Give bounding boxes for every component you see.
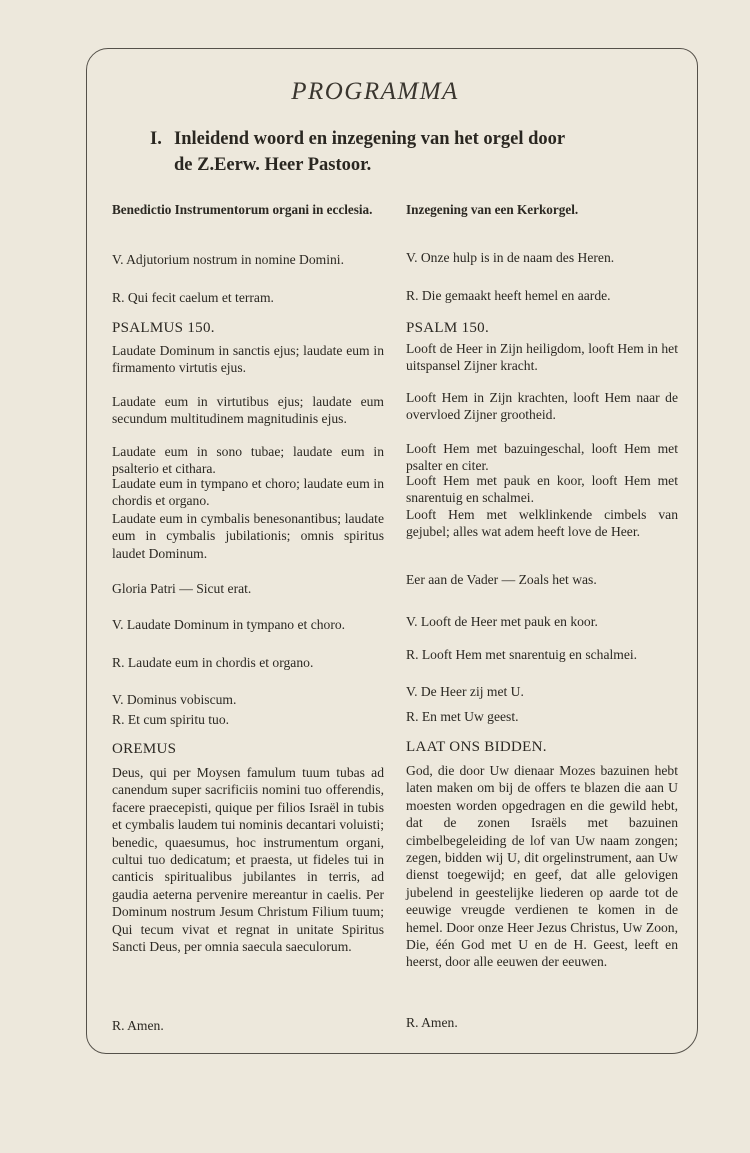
heading-line-2: de Z.Eerw. Heer Pastoor. bbox=[174, 155, 372, 175]
dutch-response-2: R. Looft Hem met snarentuig en schalmei. bbox=[406, 647, 638, 662]
latin-amen: R. Amen. bbox=[112, 1018, 164, 1033]
page-title: PROGRAMMA bbox=[291, 78, 459, 105]
dutch-versicle-2: V. Looft de Heer met pauk en koor. bbox=[406, 614, 598, 629]
dutch-response-3: R. En met Uw geest. bbox=[406, 709, 519, 724]
latin-response-1: R. Qui fecit caelum et terram. bbox=[112, 290, 274, 305]
latin-versicle-2: V. Laudate Dominum in tympano et choro. bbox=[112, 617, 346, 632]
dutch-versicle-3: V. De Heer zij met U. bbox=[406, 684, 524, 699]
latin-response-3: R. Et cum spiritu tuo. bbox=[112, 712, 230, 727]
dutch-psalm-title: PSALM 150. bbox=[406, 320, 490, 336]
dutch-oremus-title: LAAT ONS BIDDEN. bbox=[406, 739, 547, 755]
latin-subtitle: Benedictio Instrumentorum organi in ecclesia. bbox=[112, 202, 373, 217]
latin-versicle-3: V. Dominus vobiscum. bbox=[112, 692, 237, 707]
dutch-psalm-verse-1: Looft de Heer in Zijn heiligdom, looft Hem in het uitspansel Zijner kracht. bbox=[406, 341, 678, 374]
latin-psalm-title: PSALMUS 150. bbox=[112, 320, 215, 336]
dutch-amen: R. Amen. bbox=[406, 1015, 458, 1030]
dutch-gloria: Eer aan de Vader — Zoals het was. bbox=[406, 572, 597, 587]
latin-psalm-verse-5: Laudate eum in cymbalis benesonantibus; laudate eum in cymbalis jubilationis; omnis spiritus laudet Dominum. bbox=[112, 511, 384, 561]
latin-psalm-verse-4: Laudate eum in tympano et choro; laudate eum in chordis et organo. bbox=[112, 476, 384, 509]
section-number: I. bbox=[150, 129, 162, 149]
dutch-subtitle: Inzegening van een Kerkorgel. bbox=[406, 202, 579, 217]
heading-line-1: Inleidend woord en inzegening van het orgel door bbox=[174, 129, 566, 149]
latin-versicle-1: V. Adjutorium nostrum in nomine Domini. bbox=[112, 252, 344, 267]
latin-response-2: R. Laudate eum in chordis et organo. bbox=[112, 655, 314, 670]
latin-psalm-verse-1: Laudate Dominum in sanctis ejus; laudate eum in firmamento virtutis ejus. bbox=[112, 343, 384, 376]
dutch-oremus-text: God, die door Uw dienaar Mozes bazuinen hebt laten maken om bij de offers te blazen die aan U moesten worden opgedragen en die gewild hebt, dat de zonen Israëls met bazuinen cimbelbegeleiding de lof van Uw naam zongen; zegen, bidden wij U, dit orgelinstrument, aan Uw dienst toegewijd; en geef, dat alle gelovigen jubelend in geestelijke liederen op aarde tot de eeuwige vreugde verdienen te komen in de hemel. Door onze Heer Jezus Christus, Uw Zoon, Die, één God met U en de H. Geest, leeft en heerst, door alle eeuwen der eeuwen. bbox=[406, 763, 678, 970]
dutch-versicle-1: V. Onze hulp is in de naam des Heren. bbox=[406, 250, 615, 265]
dutch-psalm-verse-3: Looft Hem met bazuingeschal, looft Hem met psalter en citer. bbox=[406, 441, 678, 474]
latin-gloria: Gloria Patri — Sicut erat. bbox=[112, 581, 252, 596]
section-heading bbox=[150, 126, 670, 178]
latin-psalm-verse-3: Laudate eum in sono tubae; laudate eum in psalterio et cithara. bbox=[112, 444, 384, 477]
dutch-psalm-verse-4: Looft Hem met pauk en koor, looft Hem met snarentuig en schalmei. bbox=[406, 473, 678, 506]
dutch-response-1: R. Die gemaakt heeft hemel en aarde. bbox=[406, 288, 611, 303]
dutch-psalm-verse-5: Looft Hem met welklinkende cimbels van gejubel; alles wat adem heeft love de Heer. bbox=[406, 507, 678, 540]
latin-oremus-title: OREMUS bbox=[112, 741, 177, 757]
dutch-psalm-verse-2: Looft Hem in Zijn krachten, looft Hem naar de overvloed Zijner grootheid. bbox=[406, 390, 678, 423]
latin-oremus-text: Deus, qui per Moysen famulum tuum tubas ad canendum super sacrificiis nomini tuo offerendis, facere praecepisti, quique per filios Israël in tubis et cymbalis laudem tui nominis decantari voluisti; benedic, quaesumus, hoc instrumentum organi, cultui tuo dedicatum; et praesta, ut fideles tui in canticis spiritualibus jubilantes in terris, ad gaudia aeterna pervenire mereantur in caelis. Per Dominum nostrum Jesum Christum Filium tuum; Qui tecum vivat et regnat in unitate Spiritus Sancti Deus, per omnia saecula saeculorum. bbox=[112, 765, 384, 955]
latin-psalm-verse-2: Laudate eum in virtutibus ejus; laudate eum secundum multitudinem magnitudinis ejus. bbox=[112, 394, 384, 427]
